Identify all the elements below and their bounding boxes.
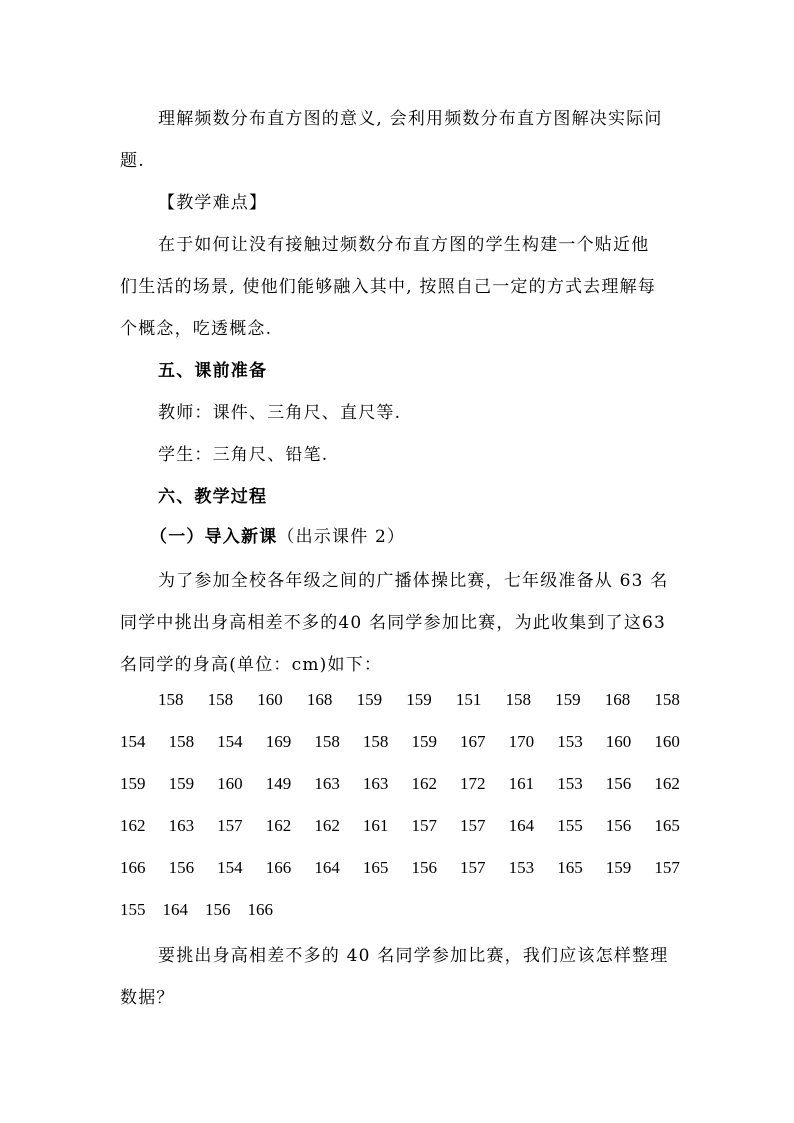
- height-value: 159: [406, 690, 432, 709]
- height-value: 157: [411, 816, 437, 835]
- height-row-4: [120, 816, 680, 836]
- difficulty-line-3: 个概念，吃透概念.: [120, 319, 273, 339]
- subheading-title: （一）导入新课: [150, 527, 278, 547]
- height-value: 159: [356, 690, 383, 709]
- height-value: 157: [460, 858, 486, 877]
- subheading-note: （出示课件 2）: [277, 527, 406, 547]
- height-row-3: [120, 774, 680, 794]
- height-value: 153: [557, 732, 583, 751]
- height-value: 156: [168, 858, 195, 877]
- height-row-1: [158, 690, 680, 710]
- section5-teacher: 教师：课件、三角尺、直尺等.: [158, 403, 402, 423]
- height-value: 154: [120, 732, 146, 751]
- height-value: 160: [217, 774, 243, 793]
- question-line-1: 要挑出身高相差不多的 40 名同学参加比赛，我们应该怎样整理: [158, 946, 669, 966]
- height-value: 158: [207, 690, 234, 709]
- height-value: 159: [411, 732, 437, 751]
- height-value: 156: [205, 900, 231, 919]
- section6-heading: 六、教学过程: [158, 487, 268, 507]
- height-value: 157: [654, 858, 680, 877]
- height-value: 155: [557, 816, 583, 835]
- difficulty-heading: 【教学难点】: [158, 193, 268, 213]
- height-value: 162: [120, 816, 146, 835]
- height-value: 161: [362, 816, 389, 835]
- height-value: 162: [654, 774, 680, 793]
- para1-line-2: 同学中挑出身高相差不多的40 名同学参加比赛，为此收集到了这63: [120, 613, 667, 633]
- height-value: 153: [508, 858, 535, 877]
- height-value: 160: [257, 690, 283, 709]
- height-value: 166: [247, 900, 273, 919]
- height-value: 163: [314, 774, 340, 793]
- height-value: 157: [217, 816, 243, 835]
- height-value: 166: [265, 858, 292, 877]
- height-value: 156: [605, 816, 632, 835]
- height-value: 160: [654, 732, 680, 751]
- height-value: 158: [314, 732, 340, 751]
- height-row-5: [120, 858, 680, 878]
- height-value: 158: [158, 690, 184, 709]
- height-value: 155: [120, 900, 146, 919]
- height-value: 160: [605, 732, 632, 751]
- section5-heading: 五、课前准备: [158, 361, 268, 381]
- height-value: 154: [217, 732, 243, 751]
- height-value: 157: [460, 816, 486, 835]
- height-row-6: [120, 900, 680, 920]
- height-value: 168: [604, 690, 631, 709]
- para1-line-3: 名同学的身高(单位：cm)如下：: [120, 655, 383, 675]
- height-value: 151: [455, 690, 482, 709]
- height-value: 161: [508, 774, 535, 793]
- height-value: 156: [605, 774, 632, 793]
- height-value: 165: [557, 858, 583, 877]
- height-value: 162: [265, 816, 292, 835]
- height-value: 158: [654, 690, 680, 709]
- height-value: 170: [508, 732, 535, 751]
- height-value: 172: [460, 774, 486, 793]
- height-value: 168: [306, 690, 333, 709]
- height-value: 159: [605, 858, 632, 877]
- height-value: 159: [168, 774, 195, 793]
- height-value: 149: [265, 774, 292, 793]
- height-value: 154: [217, 858, 243, 877]
- height-value: 167: [460, 732, 486, 751]
- question-line-2: 数据？: [120, 988, 175, 1008]
- objective-line-1: 理解频数分布直方图的意义, 会利用频数分布直方图解决实际问: [158, 109, 663, 129]
- height-value: 166: [120, 858, 146, 877]
- height-value: 165: [362, 858, 389, 877]
- height-value: 169: [265, 732, 292, 751]
- objective-line-2: 题.: [120, 151, 145, 171]
- height-value: 158: [505, 690, 531, 709]
- height-value: 158: [362, 732, 389, 751]
- para1-line-1: 为了参加全校各年级之间的广播体操比赛，七年级准备从 63 名: [158, 571, 669, 591]
- section5-student: 学生：三角尺、铅笔.: [158, 445, 329, 465]
- height-value: 164: [314, 858, 340, 877]
- section6-subheading: [150, 522, 405, 547]
- height-value: 158: [168, 732, 195, 751]
- difficulty-line-2: 们生活的场景, 使他们能够融入其中, 按照自己一定的方式去理解每: [120, 277, 657, 297]
- height-value: 163: [168, 816, 195, 835]
- height-value: 164: [508, 816, 535, 835]
- height-value: 156: [411, 858, 437, 877]
- height-value: 153: [557, 774, 583, 793]
- height-value: 162: [411, 774, 437, 793]
- height-value: 164: [162, 900, 188, 919]
- difficulty-line-1: 在于如何让没有接触过频数分布直方图的学生构建一个贴近他: [158, 235, 650, 255]
- height-value: 163: [362, 774, 389, 793]
- height-value: 159: [120, 774, 146, 793]
- height-row-2: [120, 732, 680, 752]
- height-value: 159: [555, 690, 581, 709]
- height-value: 162: [314, 816, 340, 835]
- height-value: 165: [654, 816, 680, 835]
